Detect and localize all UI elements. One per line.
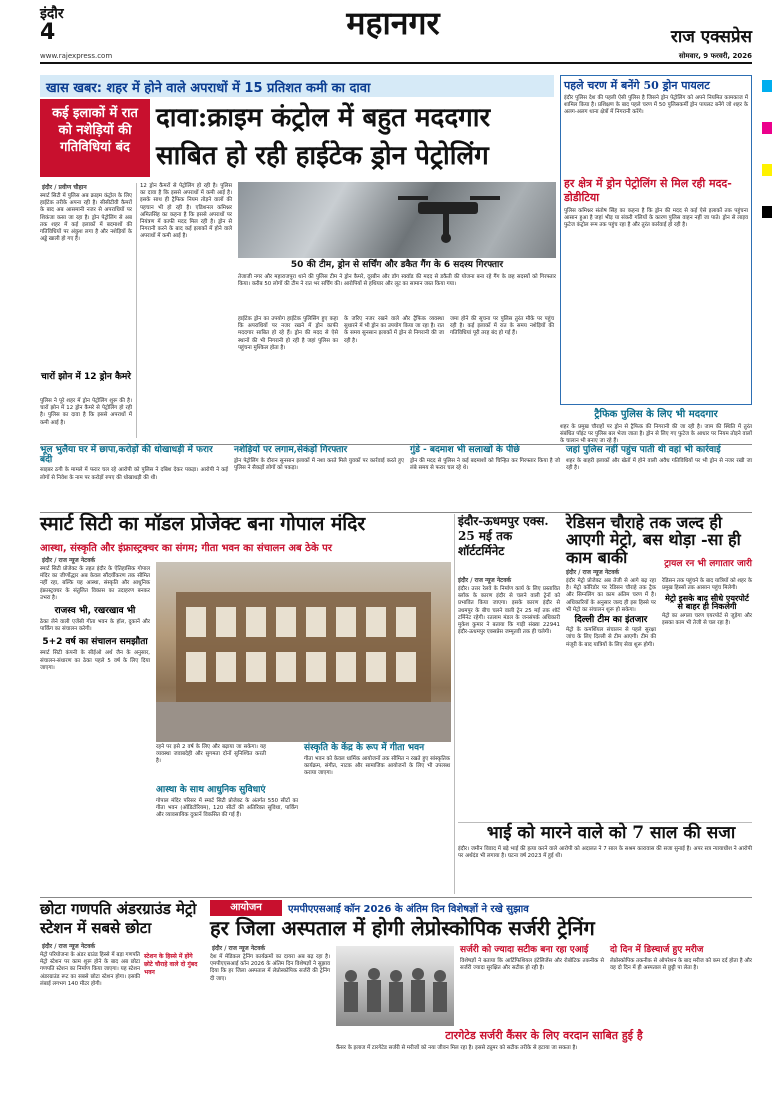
traffic-title [560,410,752,421]
brief-1-body: साइबर ठगी के मामले में फरार चल रहे आरोपी को पुलिस ने दबिश देकर पकड़ा। आरोपी ने कई लोगों से निवेश के नाम पर करोड़ों रुपए की धोखाधड़ी की थी। [40,467,228,481]
murder-headline: भाई को मारने वाले को 7 साल की सजा [486,823,736,843]
gopal-body-1: स्मार्ट सिटी प्रोजेक्ट के तहत इंदौर के ऐतिहासिक गोपाल मंदिर का जीर्णोद्धार अब केवल सौंदर्यीकरण तक सीमित नहीं रहा, बल्कि यह आस्था, संस्कृति और आधुनिक इंफ्रास्ट्रक्चर के संतुलित विकास का उदाहरण बनकर उभरा है। [40,566,150,601]
gopal-subtitle-text: आस्था, संस्कृति और इंफ्रास्ट्रक्चर का संगम; गीता भवन का संचालन अब ठेके पर [40,543,332,554]
issue-date: सोमवार, 9 फरवरी, 2026 [678,52,752,60]
radisson-body-2: मेट्रो के कमर्शियल संचालन से पहले सुरक्षा जांच के लिए दिल्ली से टीम आएगी। टीम की मंजूरी के बाद यात्रियों के लिए सेवा शुरू होगी। [566,627,656,648]
lead-photo-caption [238,258,556,272]
lead-body-2: पुलिस ने पूरे शहर में ड्रोन पेट्रोलिंग शुरू की है। चारों झोन में 12 ड्रोन कैमरे से पेट्रोलिंग हो रही है। पुलिस का दावा है कि इससे अपराधों में कमी आई है। [40,398,132,426]
brief-2 [234,446,404,510]
radisson-sub-text: ट्रायल रन भी लगातार जारी [664,559,752,569]
site-url[interactable]: www.rajexpress.com [40,52,113,60]
divider [40,897,752,898]
drone-photo [238,182,556,258]
pilot-body: इंदौर पुलिस देश की पहली ऐसी पुलिस है जिसने ड्रोन पेट्रोलिंग को अपने नियमित कामकाज में शामिल किया है। प्रशिक्षण के बाद पहले चरण में 50 पुलिसकर्मी ड्रोन पायलट बनेंगे जो शहर के अलग-अलग थाना क्षेत्रों में निगरानी करेंगे। [564,95,748,116]
ganpati-byline: इंदौर / राज न्यूज नेटवर्क [42,943,96,950]
divider [454,514,455,894]
pilot-title: पहले चरण में बनेंगे 50 ड्रोन पायलट [564,79,710,92]
temple-illustration [156,562,451,742]
lead-col-2 [140,183,232,438]
lead-body-3: 12 ड्रोन कैमरों से पेट्रोलिंग हो रही है। पुलिस का दावा है कि इससे अपराधों में कमी आई है। इसके साथ ही ट्रैफिक नियम तोड़ने वालों की पहचान भी हो रही है। एडिशनल कमिश्नर अमितसिंह का कहना है कि इससे अपराधों पर नियंत्रण में काफी मदद मिल रही है। ड्रोन से निगरानी करने के बाद कई इलाकों में होने वाले अपराधों में कमी आई है। [140,183,232,240]
brief-2-body: ड्रोन पेट्रोलिंग के दौरान सुनसान इलाकों में नशा करते मिले युवकों पर कार्रवाई करते हुए पुलिस ने सैकड़ों लोगों को पकड़ा। [234,457,404,471]
lead-subhead-1-text: चारों झोन में 12 ड्रोन कैमरे [41,372,131,382]
gopal-col-3 [156,786,298,894]
brief-4-body: शहर के बाहरी इलाकों और खेतों में होने वाली अवैध गतिविधियों पर भी ड्रोन से नजर रखी जा रही है। [566,457,752,471]
brief-3-body: ड्रोन की मदद से पुलिस ने कई बदमाशों को चिन्हित कर गिरफ्तार किया है जो लंबे समय से फरार चल रहे थे। [410,457,560,471]
radisson-byline: इंदौर / राज न्यूज नेटवर्क [566,569,620,576]
gopal-sub-1: राजस्व भी, रखरखाव भी [54,606,136,617]
brief-3-title: गुंडे - बदमाश भी सलाखों के पीछे [410,445,520,455]
udhampur-byline: इंदौर / राज न्यूज नेटवर्क [458,577,512,584]
gopal-sub-3: आस्था के साथ आधुनिक सुविधाएं [156,785,266,795]
ganpati-sideline-text: स्टेशन के हिस्से में होंगे छोटे चौराहे वाले दो गुंबद भवन [144,953,198,976]
gopal-sub-2: 5+2 वर्ष का संचालन समझौता [42,637,148,648]
page-number: 4 [40,20,56,45]
murder-body: इंदौर। जमीन विवाद में बड़े भाई की हत्या करने वाले आरोपी को अदालत ने 7 साल के सश्रम कारावास की सजा सुनाई है। अपर सत्र न्यायाधीश ने आरोपी पर अर्थदंड भी लगाया है। घटना वर्ष 2023 में हुई थी। [458,846,752,860]
divider [136,183,137,438]
gopal-byline: इंदौर / राज न्यूज नेटवर्क [42,557,96,564]
brief-1-title: भूल भुलैया घर में छापा,करोड़ों की धोखाधड़ी में फरार बंदी [40,445,213,465]
ayojan-photo [336,946,454,1026]
gopal-caption-text: रहने पर इसे 2 वर्ष के लिए और बढ़ाया जा सकेगा। यह व्यवस्था जवाबदेही और सुगमता दोनों सुनिश्चित करती है। [156,744,266,765]
brief-2-title: नशेड़ियों पर लगाम,सेकंड़ों गिरफ्तार [234,445,348,455]
lead-headline: दावा:क्राइम कंट्रोल में बहुत मददगार साबित हो रही हाईटेक ड्रोन पेट्रोलिंग [156,103,491,171]
gopal-subtitle [40,540,450,554]
ayojan-sub-1-text: सर्जरी को ज्यादा सटीक बना रहा एआई [460,945,589,955]
gopal-body-2: ठेका लेने वाली एजेंसी गीता भवन के हॉल, दुकानें और पार्किंग का संचालन करेगी। [40,619,150,633]
pilot-body-2: पुलिस कमिश्नर संतोष सिंह का कहना है कि ड्रोन की मदद से कई ऐसे इलाकों तक पहुंचना आसान हुआ है जहां भीड़ या संकरी गलियों के कारण पुलिस वाहन नहीं जा पाते। ड्रोन से लाइव फुटेज कंट्रोल रूम तक पहुंच रहा है और तुरंत कार्रवाई हो रही है। [564,208,748,229]
radisson-sub-2: दिल्ली टीम का इंतजार [574,615,648,626]
masthead-city: इंदौर [40,6,64,22]
lead-body-5: के जरिए नजर रखने वाले और ट्रैफिक व्यवस्था सुधारने में भी ड्रोन का उपयोग किया जा रहा है। रात के समय सुनसान इलाकों में ड्रोन से निगरानी की जा रही है। [344,316,444,344]
gopal-headline: स्मार्ट सिटी का मॉडल प्रोजेक्ट बना गोपाल मंदिर [40,513,366,535]
radisson-col-2 [662,578,752,818]
ayojan-sub-2 [610,946,752,972]
gopal-col-1 [40,566,150,806]
lead-subhead-1 [40,372,132,383]
lead-photo-body [238,274,556,312]
ayojan-sub-1 [460,946,604,972]
lead-photo-body-text: तेजाजी नगर और महाराजपुरा थाने की पुलिस टीम ने ड्रोन कैमरे, दूरबीन और डॉग स्क्वॉड की मदद से डकैती की योजना बना रहे गैंग के छह सदस्यों को गिरफ्तार किया। करीब 50 लोगों की टीम ने रात भर सर्चिंग की। आरोपियों से हथियार और लूट का सामान जब्त किया गया। [238,274,556,288]
udhampur-body: इंदौर। उत्तर रेलवे के निर्माण कार्य के लिए प्रस्तावित ब्लॉक के कारण इंदौर से चलने वाली ट्रेनों को प्रभावित किया जाएगा। इसके कारण इंदौर से उधमपुर के बीच चलने वाली ट्रेन 25 मई तक शॉर्ट टर्मिनेट रहेगी। रतलाम मंडल के जनसंपर्क अधिकारी मुकेश कुमार ने बताया कि गाड़ी संख्या 22941 इंदौर-ऊधमपुर एक्सप्रेस जम्मूतवी तक ही चलेगी। [458,586,560,636]
brief-4-title: जहां पुलिस नहीं पहुंच पाती थी वहां भी कार्रवाई [566,445,721,455]
pilot-box [560,75,752,405]
ayojan-kicker [288,901,752,915]
ayojan-label-text: आयोजन [230,902,262,913]
lead-body-6: जमा होने की सूचना पर पुलिस तुरंत मौके पर पहुंच रही है। कई इलाकों में रात के समय नशेड़ियों की गतिविधियां पूरी तरह बंद हो गई हैं। [450,316,554,337]
lead-kicker-bar [40,75,554,97]
gopal-sub-4: संस्कृति के केंद्र के रूप में गीता भवन [304,743,425,753]
murder-col [458,846,752,894]
lead-body-4: हाईटेक ड्रोन का उपयोग हाईटेक पुलिसिंग हुए कहा कि अपराधियों पर नजर रखने में ड्रोन काफी मददगार साबित हो रहे हैं। ड्रोन की मदद से ऐसे स्थानों की भी निगरानी हो रही है जहां पुलिस का पहुंचना मुश्किल होता है। [238,316,338,351]
ayojan-headline: हर जिला अस्पताल में होगी लेप्रोस्कोपिक सर्जरी ट्रेनिंग [210,916,595,940]
lead-sidebar-title [40,99,150,177]
radisson-body-3: रेडिसन तक पहुंचने के बाद यात्रियों को शहर के प्रमुख हिस्सों तक आसान पहुंच मिलेगी। [662,578,752,592]
ayojan-kicker-text: एमपीएएसआई कॉन 2026 के अंतिम दिन विशेषज्ञों ने रखे सुझाव [288,904,529,915]
gopal-photo [156,562,451,742]
section-title: महानगर [346,4,440,42]
masthead [0,0,778,72]
ayojan-body-4: कैंसर के इलाज में टारगेटेड सर्जरी से मरीजों को नया जीवन मिल रहा है। इससे ट्यूमर को सटीक तरीके से हटाया जा सकता है। [336,1044,578,1051]
lead-col-1b [40,398,132,438]
ayojan-body-3: लेप्रोस्कोपिक तकनीक से ऑपरेशन के बाद मरीज को कम दर्द होता है और वह दो दिन में ही अस्पताल से छुट्टी पा लेता है। [610,957,752,971]
gopal-body-3: स्मार्ट सिटी कंपनी के सीईओ अर्थ जैन के अनुसार, संचालन-संधारण का ठेका पहले 5 वर्ष के लिए दिया जाएगा। [40,650,150,671]
gopal-caption [156,744,266,784]
ayojan-byline: इंदौर / राज न्यूज नेटवर्क [212,945,266,952]
lead-body-1: स्मार्ट सिटी में पुलिस अब क्राइम कंट्रोल के लिए हाईटेक तरीके अपना रही है। सीसीटीवी कैमरों के बाद अब आसमानी नजर से अपराधियों पर शिकंजा कसा जा रहा है। ड्रोन पेट्रोलिंग से अब तक शहर में कई इलाकों में बदमाशों की गतिविधियों पर अंकुश लगा है और नशेड़ियों के अड्डे खाली हो गए हैं। [40,193,132,243]
ganpati-headline: छोटा गणपति अंडरग्राउंड मेट्रो स्टेशन में सबसे छोटा [40,900,197,937]
radisson-sub-3: मेट्रो इसके बाद सीधे एयरपोर्ट से बाहर ही निकलेगी [665,594,749,611]
gopal-body-4: गोपाल मंदिर परिसर में स्मार्ट सिटी प्रोजेक्ट के अंतर्गत 550 सीटों का गीता भवन (ऑडिटोरियम), 120 सीटों की अतिरिक्त सुविधा, पार्किंग और व्यावसायिक दुकानें विकसित की गई हैं। [156,797,298,819]
ganpati-body: मेट्रो परियोजना के अंडर ग्राउंड हिस्से में बड़ा गणपति मेट्रो स्टेशन पर काम शुरू होने के बाद अब छोटा गणपति स्टेशन का निर्माण किया जाएगा। यह स्टेशन अंडरग्राउंड रूट का सबसे छोटा स्टेशन होगा। इसकी लंबाई लगभग 140 मीटर होगी। [40,952,140,987]
brief-4 [566,446,752,510]
traffic-title-text: ट्रैफिक पुलिस के लिए भी मददगार [594,409,718,420]
ganpati-col [40,952,140,1102]
ayojan-sub-2-text: दो दिन में डिस्चार्ज हुए मरीज [610,945,704,955]
gopal-col-4 [304,744,450,894]
print-registration-marks [762,80,772,980]
drone-icon [238,182,556,258]
brief-3 [410,446,560,510]
lead-col-4 [344,316,444,438]
lead-col-3 [238,316,338,438]
lead-photo-caption-text: 50 की टीम, ड्रोन से सर्चिंग और डकैत गैंग के 6 सदस्य गिरफ्तार [290,260,504,270]
traffic-col [560,424,752,445]
ayojan-body-2: विशेषज्ञों ने बताया कि आर्टिफिशियल इंटेलिजेंस और रोबोटिक तकनीक से सर्जरी ज्यादा सुरक्षित और सटीक हो रही है। [460,957,604,971]
ayojan-sub-3: टारगेटेड सर्जरी कैंसर के लिए वरदान साबित हुई है [445,1029,643,1042]
lead-kicker: खास खबर: शहर में होने वाले अपराधों में 15 प्रतिशत कमी का दावा [46,81,371,96]
ayojan-targeted [336,1030,752,1052]
radisson-body-4: मेट्रो का अगला चरण एयरपोर्ट से जुड़ेगा और इसका काम भी तेजी से चल रहा है। [662,612,752,627]
radisson-col-1 [566,578,656,818]
lead-sidebar-text: कई इलाकों में रात को नशेड़ियों की गतिविधियां बंद [52,106,138,155]
udhampur-headline: इंदौर-ऊधमपुर एक्स. 25 मई तक शॉर्टटर्मिनेट [458,514,549,558]
udhampur-col [458,586,560,818]
ayojan-body-1: देश में मेडिकल ट्रेनिंग कार्यक्रमों का दायरा अब बढ़ रहा है। एमपीएएसआई कॉन 2026 के अंतिम दिन विशेषज्ञों ने सुझाव दिया कि हर जिला अस्पताल में लेप्रोस्कोपिक सर्जरी की ट्रेनिंग दी जाए। [210,954,330,982]
brief-1 [40,446,228,510]
gopal-body-5: गीता भवन को केवल धार्मिक आयोजनों तक सीमित न रखते हुए सांस्कृतिक कार्यक्रम, संगीत, नाटक और सामाजिक आयोजनों के लिए भी उपलब्ध कराया जाएगा। [304,755,450,777]
radisson-headline: रेडिसन चौराहे तक जल्द ही आएगी मेट्रो, बस थोड़ा -सा ही काम बाकी [566,513,741,567]
lead-col-5 [450,316,554,438]
audience-illustration [336,946,454,1026]
traffic-body-text: शहर के प्रमुख चौराहों पर ड्रोन से ट्रैफिक की निगरानी की जा रही है। जाम की स्थिति में तुरंत संबंधित पॉइंट पर पुलिस बल भेजा जाता है। ड्रोन से लिए गए फुटेज के आधार पर नियम तोड़ने वालों के चालान भी बनाए जा रहे हैं। [560,424,752,445]
ganpati-sideline [144,952,200,976]
lead-col-1 [40,193,132,368]
radisson-body-1: इंदौर मेट्रो प्रोजेक्ट अब तेजी से आगे बढ़ रहा है। मेट्रो कॉरिडोर पर रेडिसन चौराहे तक ट्रैक और सिग्नलिंग का काम अंतिम चरण में है। अधिकारियों के अनुसार जल्द ही इस हिस्से पर भी मेट्रो का संचालन शुरू हो सकेगा। [566,578,656,613]
lead-byline: इंदौर / प्रवीण चौहान [42,184,87,191]
ayojan-col-1 [210,954,330,1104]
brand-name: राज एक्सप्रेस [670,27,752,47]
pilot-subhead: हर क्षेत्र में ड्रोन पेट्रोलिंग से मिल रही मदद-डोडीटिया [564,177,732,204]
masthead-rule [40,62,752,64]
ayojan-label [210,900,282,916]
